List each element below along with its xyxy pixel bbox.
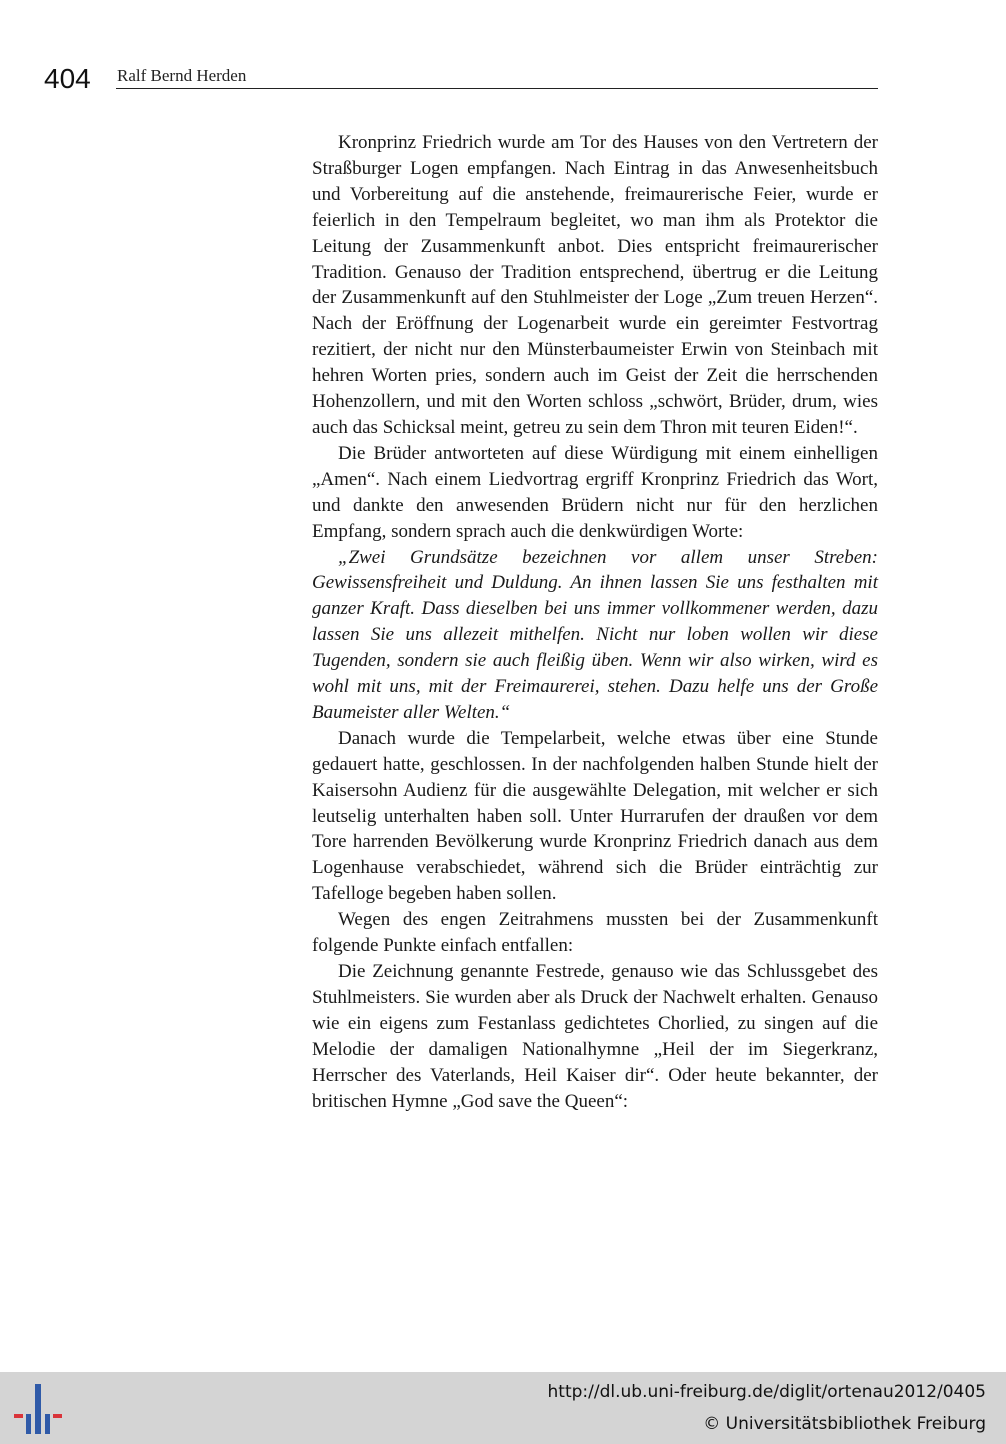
page-number: 404 [44,63,91,94]
header-rule [116,88,878,89]
paragraph-4: Danach wurde die Tempelarbeit, welche etwas über eine Stunde gedauert hatte, geschlossen. In der nachfolgenden halben Stunde hielt der Kaisersohn Audienz für die ausgewählte Delegation, mit welcher er sich leutselig unterhalten haben soll. Unter Hurrarufen der draußen vor dem Tore harrenden Bevölkerung wurde Kronprinz Friedrich danach aus dem Logenhause verabschiedet, während sich die Brüder einträchtig zur Tafelloge begeben haben sollen. [312,727,878,905]
ub-freiburg-logo-icon [12,1380,64,1436]
running-head: Ralf Bernd Herden [117,66,247,85]
body-text [312,130,878,1114]
source-url-link[interactable]: http://dl.ub.uni-freiburg.de/diglit/ortenau2012/0405 [547,1382,986,1402]
quote-paragraph: „Zwei Grundsätze bezeichnen vor allem unser Streben: Gewissensfreiheit und Duldung. An ihnen lassen Sie uns festhalten mit ganzer Kraft. Dass dieselben bei uns immer vollkommener werden, dazu lassen Sie uns allezeit mithelfen. Nicht nur loben wollen wir diese Tugenden, sondern sie auch fleißig üben. Wenn wir also wirken, wird es wohl mit uns, mit der Freimaurerei, stehen. Dazu helfe uns der Große Baumeister aller Welten.“ [312,546,878,723]
paragraph-2: Die Brüder antworteten auf diese Würdigung mit einem einhelligen „Amen“. Nach einem Liedvortrag ergriff Kronprinz Friedrich das Wort, und dankte den anwesenden Brüdern nicht nur für den herzlichen Empfang, sondern sprach auch die denkwürdigen Worte: [312,442,878,542]
copyright-notice: © Universitätsbibliothek Freiburg [703,1414,986,1434]
paragraph-6: Die Zeichnung genannte Festrede, genauso wie das Schlussgebet des Stuhlmeisters. Sie wurden aber als Druck der Nachwelt erhalten. Genauso wie ein eigens zum Festanlass gedichtetes Chorlied, zu singen auf die Melodie der damaligen Nationalhymne „Heil der im Siegerkranz, Herrscher des Vaterlands, Heil Kaiser dir“. Oder heute bekannter, der britischen Hymne „God save the Queen“: [312,961,878,1112]
paragraph-5: Wegen des engen Zeitrahmens mussten bei der Zusammenkunft folgende Punkte einfach entfallen: [312,909,878,957]
footer-bar [0,1372,1006,1444]
paragraph-1: Kronprinz Friedrich wurde am Tor des Hauses von den Vertretern der Straßburger Logen empfangen. Nach Eintrag in das Anwesenheitsbuch und Vorbereitung auf die anstehende, freimaurerische Feier, wurde er feierlich in den Tempelraum begleitet, wo man ihm als Protektor die Leitung der Zusammenkunft anbot. Dies entspricht freimaurerischer Tradition. Genauso der Tradition entsprechend, übertrug er die Leitung der Zusammenkunft auf den Stuhlmeister der Loge „Zum treuen Herzen“. Nach der Eröffnung der Logenarbeit wurde ein gereimter Festvortrag rezitiert, der nicht nur den Münsterbaumeister Erwin von Steinbach mit hehren Worten pries, sondern auch im Geist der Zeit die herrschenden Hohenzollern, und mit den Worten schloss „schwört, Brüder, drum, wies auch das Schicksal meint, getreu zu sein dem Thron mit teuren Eiden!“. [312,132,878,438]
